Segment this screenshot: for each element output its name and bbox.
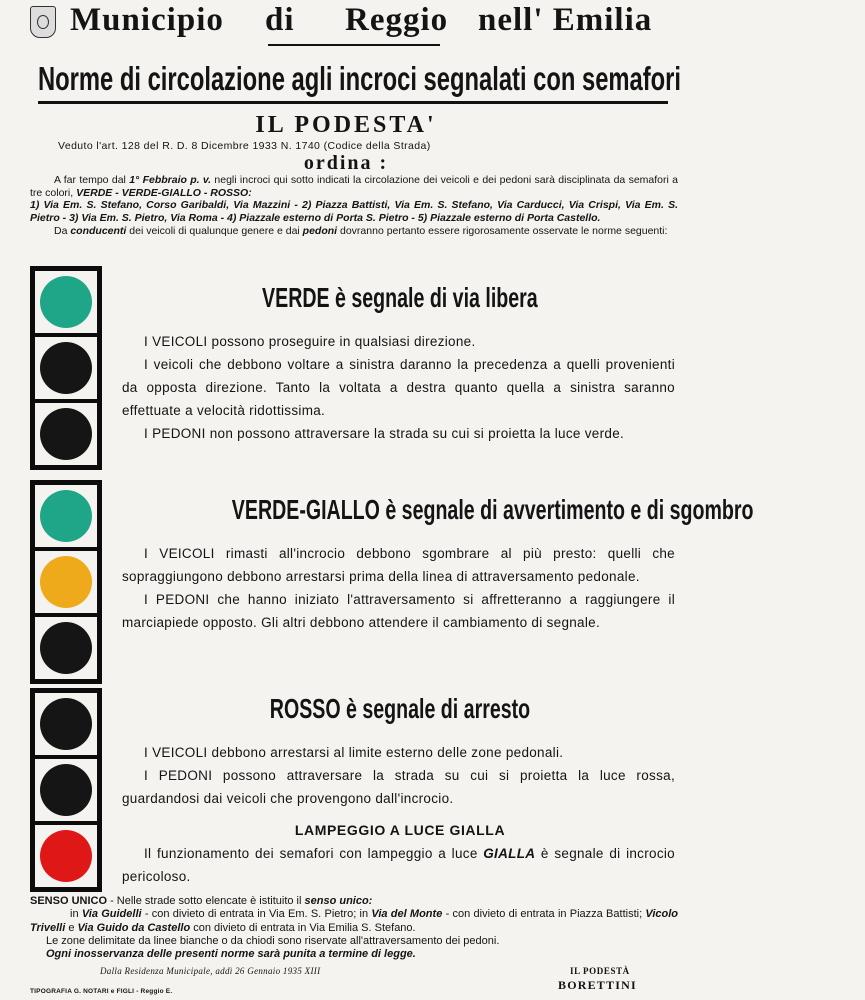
traffic-light-green-yellow (30, 480, 102, 684)
off-lamp-icon (40, 342, 92, 394)
section-body-verde: I VEICOLI possono proseguire in qualsiasi direzione. I veicoli che debbono voltare a sinistra daranno la precedenza a quelli provenienti da opposta direzione. Tanto la voltata a destra quanto quella a sinistra saranno effettuate a velocità ridottissima. I PEDONI non possono attraversare la strada su cui si proietta la luce verde. (122, 334, 675, 441)
section-body-lampeggio: Il funzionamento dei semafori con lampeggio a luce GIALLA è segnale di incrocio pericoloso. (122, 846, 675, 884)
off-lamp-icon (40, 622, 92, 674)
section-title-lampeggio: LAMPEGGIO A LUCE GIALLA (294, 822, 506, 838)
poster-subtitle: Norme di circolazione agli incroci segnalati con semafori (38, 60, 682, 97)
section-body-rosso: I VEICOLI debbono arrestarsi al limite esterno delle zone pedonali. I PEDONI possono attraversare la strada su cui si proietta la luce rossa, guardandosi dai veicoli che provengono dall'incrocio. (122, 745, 675, 806)
authority-heading: IL PODESTA' (255, 112, 437, 138)
green-lamp-icon (40, 276, 92, 328)
section-title-rosso: ROSSO è segnale di arresto (269, 693, 531, 724)
red-lamp-icon (40, 830, 92, 882)
off-lamp-icon (40, 698, 92, 750)
traffic-light-green (30, 266, 102, 470)
section-body-verde-giallo: I VEICOLI rimasti all'incrocio debbono sgombrare al più presto: quelli che sopraggiungono debbono arrestarsi prima della linea di attraversamento pedonale. I PEDONI che hanno iniziato l'attraversamento si affretteranno a raggiungere il marciapiede opposto. Gli altri debbono attendere il cambiamento di segnale. (122, 546, 675, 630)
section-title-verde-giallo: VERDE-GIALLO è segnale di avvertimento e di sgombro (231, 494, 754, 525)
municipal-crest-icon (30, 6, 56, 38)
issue-date: Dalla Residenza Municipale, addì 26 Gennaio 1935 XIII (100, 966, 321, 976)
signature-name: BORETTINI (558, 978, 637, 992)
traffic-light-red (30, 688, 102, 892)
printer-credit: TIPOGRAFIA G. NOTARI e FIGLI - Reggio E. (30, 988, 173, 995)
off-lamp-icon (40, 408, 92, 460)
signature-label: IL PODESTÀ (570, 966, 630, 976)
section-title-verde: VERDE è segnale di via libera (262, 282, 538, 313)
intersection-list: 1) Via Em. S. Stefano, Corso Garibaldi, Via Mazzini - 2) Piazza Battisti, Via Em. S. Stefano, Via Carducci, Via Crispi, Via Em. S. Pietro - 3) Via Em. S. Pietro, Via Roma - 4) Piazzale esterno di Porta S. Pietro - 5) Piazzale esterno di Porta Castello. (30, 199, 678, 225)
off-lamp-icon (40, 764, 92, 816)
yellow-lamp-icon (40, 556, 92, 608)
title-underline (268, 44, 440, 46)
subtitle-underline (38, 101, 668, 104)
green-lamp-icon (40, 490, 92, 542)
senso-unico-notice: SENSO UNICO - Nelle strade sotto elencate è istituito il senso unico: in Via Guidelli - con divieto di entrata in Via Em. S. Pietro; in Via del Monte - con divieto di entrata in Piazza Battisti; Vicolo Trivelli e Via Guido da Castello con divieto di entrata in Via Emilia S. Stefano. Le zone delimitate da linee bianche o da chiodi sono riservate all'attraversamento dei pedoni. Ogni inosservanza delle presenti norme sarà punita a termine di legge. (30, 895, 679, 961)
legal-reference: Veduto l'art. 128 del R. D. 8 Dicembre 1933 N. 1740 (Codice della Strada) (58, 140, 431, 152)
ordina-heading: ordina : (303, 152, 389, 174)
intro-text: A far tempo dal 1° Febbraio p. v. negli incroci qui sotto indicati la circolazione dei veicoli e dei pedoni sarà disciplinata da semafori a tre colori, VERDE - VERDE-GIALLO - ROSSO: 1) Via Em. S. Stefano, Corso Garibaldi, Via Mazzini - 2) Piazza Battisti, Via Em. S. Stefano, Via Carducci, Via Crispi, Via Em. S. Pietro - 3) Via Em. S. Pietro, Via Roma - 4) Piazzale esterno di Porta S. Pietro - 5) Piazzale esterno di Porta Castello. Da conducenti dei veicoli di qualunque genere e dai pedoni dovranno pertanto essere rigorosamente osservate le norme seguenti: (30, 174, 679, 237)
